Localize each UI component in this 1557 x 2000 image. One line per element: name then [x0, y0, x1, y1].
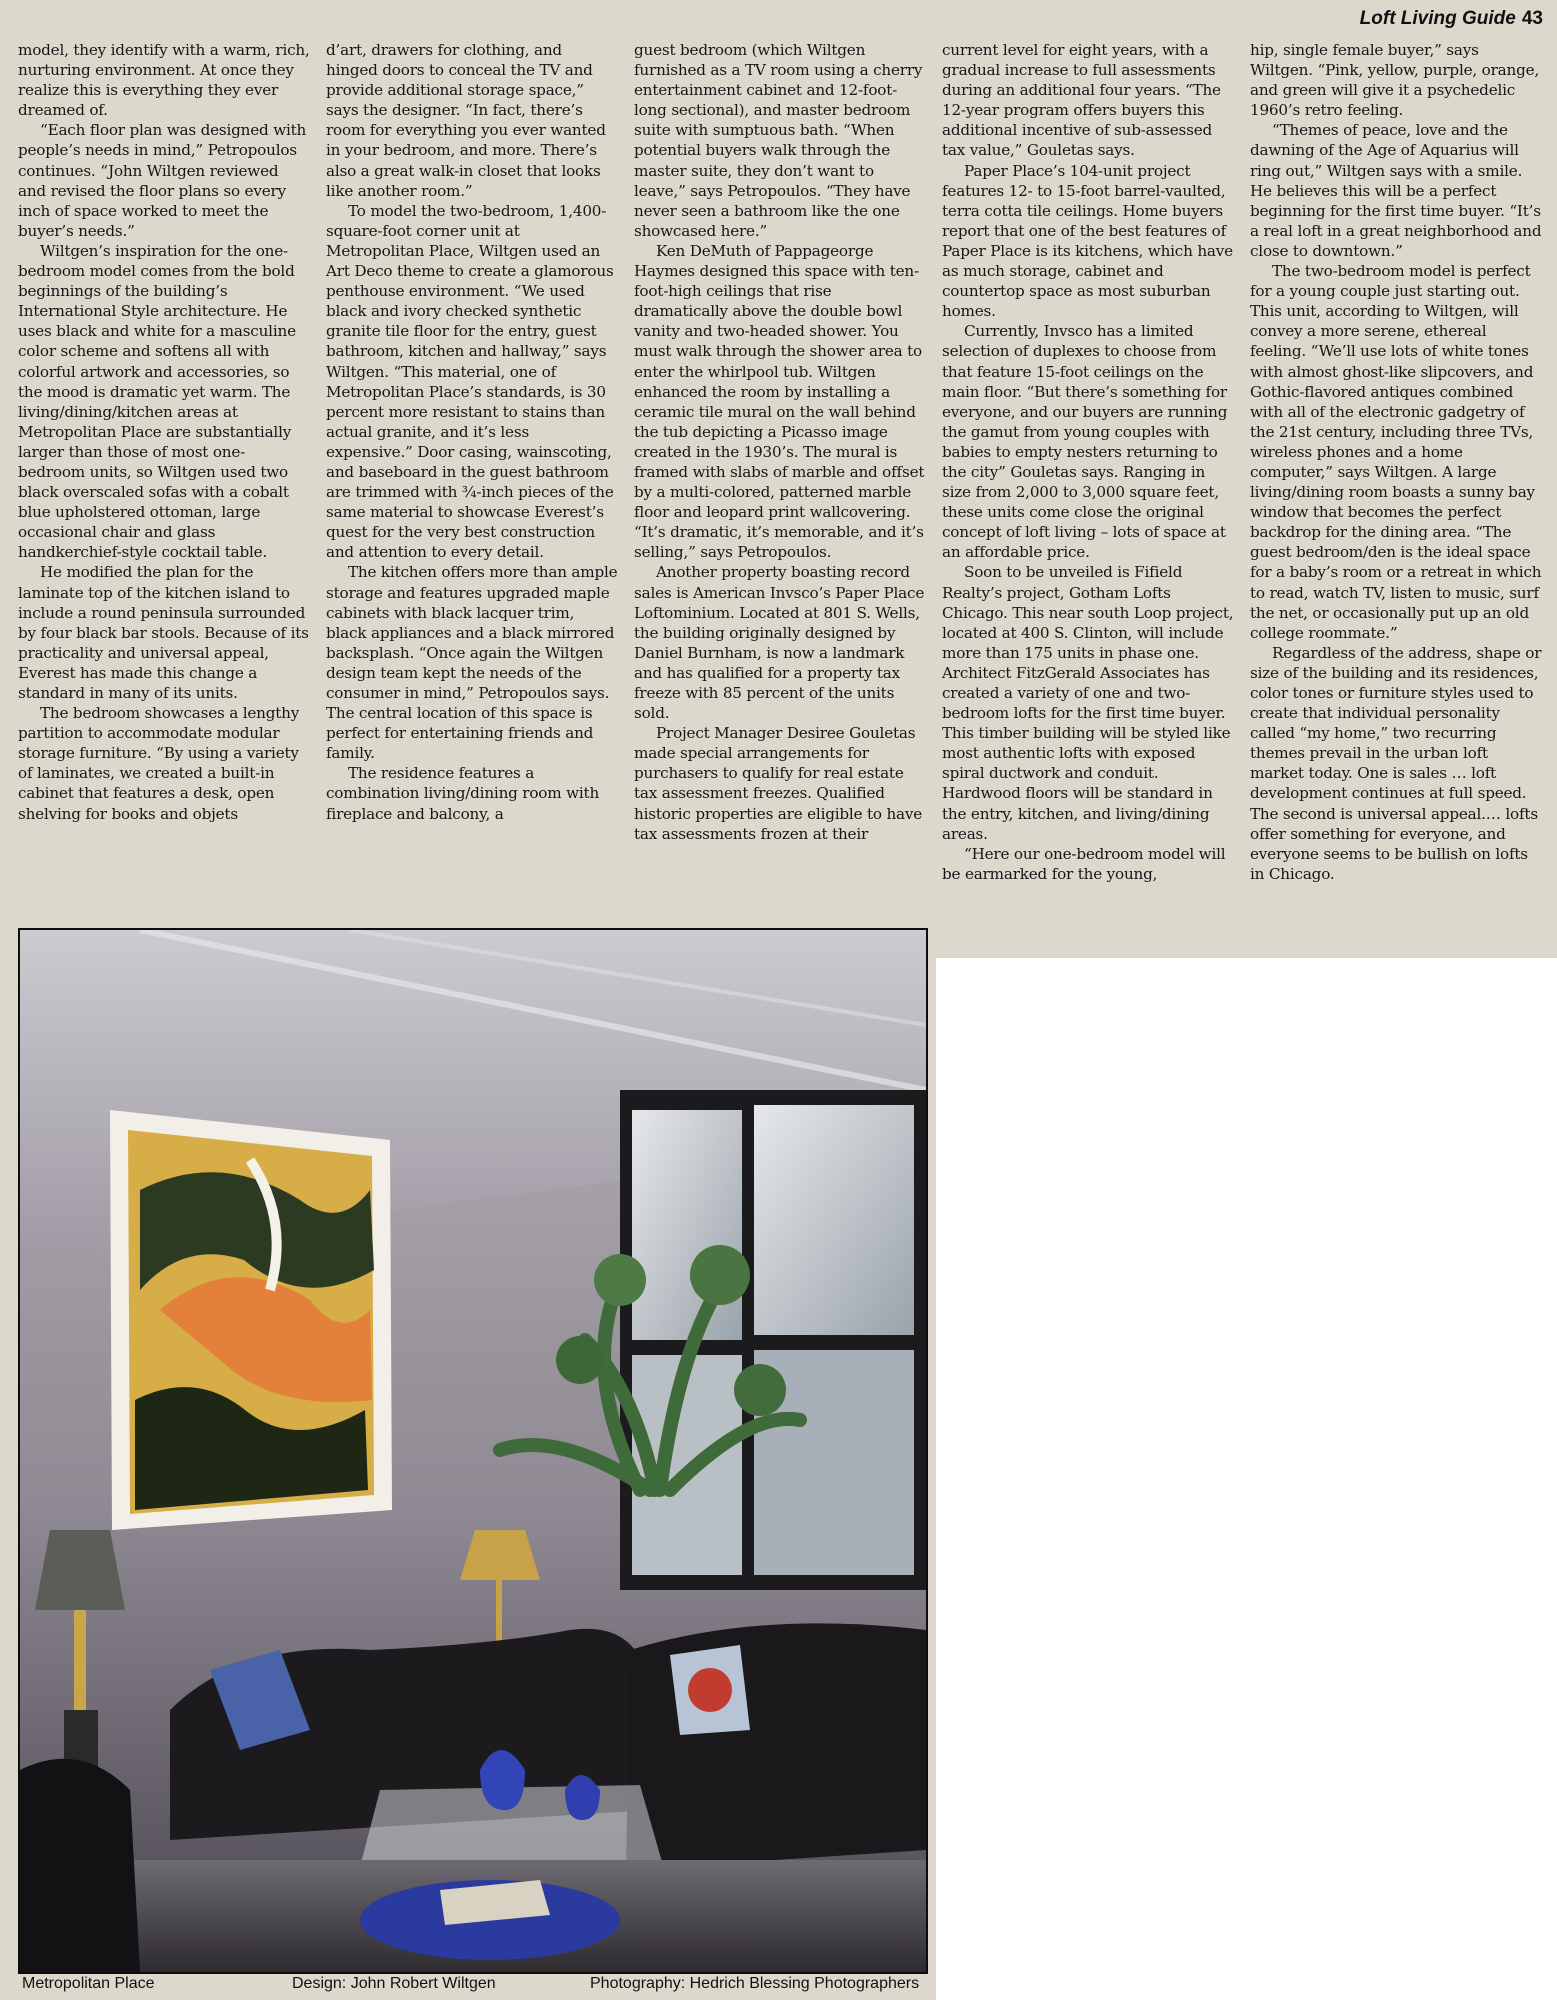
page-header: [1360, 8, 1543, 30]
paragraph: Currently, Invsco has a limited selection of duplexes to choose from that feature 15-foot ceilings on the main floor. “But there’s something for everyone, and our buyers are running the gamut from young couples with babies to empty nesters returning to the city” Gouletas says. Ranging in size from 2,000 to 3,000 square feet, these units come close the original concept of loft living – lots of space at an affordable price.: [942, 322, 1228, 562]
paragraph: Ken DeMuth of Pappageorge Haymes designed this space with ten-foot-high ceilings that rise dramatically above the double bowl vanity and two-headed shower. You must walk through the shower area to enter the whirlpool tub. Wiltgen enhanced the room by installing a ceramic tile mural on the wall behind the tub depicting a Picasso image created in the 1930’s. The mural is framed with slabs of marble and offset by a multi-colored, patterned marble floor and leopard print wallcovering. “It’s dramatic, it’s memorable, and it’s selling,” says Petropoulos.: [634, 241, 925, 562]
paragraph: Project Manager Desiree Gouletas made special arrangements for purchasers to qualify for real estate tax assessment freezes. Qualified historic properties are eligible to have tax assessments frozen at their: [634, 724, 923, 843]
paragraph: The bedroom showcases a lengthy partition to accommodate modular storage furniture. “By using a variety of laminates, we created a built-in cabinet that features a desk, open shelving for books and objets: [18, 704, 300, 823]
paragraph: Regardless of the address, shape or size of the building and its residences, color tones or furniture styles used to create that individual personality called “my home,” two recurring themes prevail in the urban loft market today. One is sales … loft development continues at full speed. The second is universal appeal.… lofts offer something for everyone, and everyone seems to be bullish on lofts in Chicago.: [1250, 643, 1542, 883]
paragraph: The two-bedroom model is perfect for a young couple just starting out. This unit, according to Wiltgen, will convey a more serene, ethereal feeling. “We’ll use lots of white tones with almost ghost-like slipcovers, and Gothic-flavored antiques combined with all of the electronic gadgetry of the 21st century, including three TVs, wireless phones and a home computer,” says Wiltgen. A large living/dining room boasts a sunny bay window that becomes the perfect backdrop for the dining area. “The guest bedroom/den is the ideal space for a baby’s room or a retreat in which to read, watch TV, listen to music, surf the net, or occasionally put up an old college roommate.”: [1250, 262, 1542, 642]
article-column-4: [942, 40, 1234, 884]
paragraph: “Each floor plan was designed with people’s needs in mind,” Petropoulos continues. “John Wiltgen reviewed and revised the floor plans so every inch of space worked to meet the buyer’s needs.”: [18, 121, 307, 240]
article-column-2: [326, 40, 618, 824]
paragraph: Wiltgen’s inspiration for the one-bedroom model comes from the bold beginnings of the building’s International Style architecture. He uses black and white for a masculine color scheme and softens all with colorful artwork and accessories, so the mood is dramatic yet warm. The living/dining/kitchen areas at Metropolitan Place are substantially larger than those of most one-bedroom units, so Wiltgen used two black overscaled sofas with a cobalt blue upholstered ottoman, large occasional chair and glass handkerchief-style cocktail table.: [18, 241, 296, 562]
paragraph: The residence features a combination living/dining room with fireplace and balcony, a: [326, 764, 600, 823]
paragraph: “Themes of peace, love and the dawning of the Age of Aquarius will ring out,” Wiltgen says with a smile. He believes this will be a perfect beginning for the first time buyer. “It’s a real loft in a great neighborhood and close to downtown.”: [1250, 121, 1542, 260]
photo-caption-location: Metropolitan Place: [22, 1975, 155, 1992]
interior-photo: [18, 928, 928, 1974]
page-number: 43: [1521, 8, 1543, 29]
paragraph: model, they identify with a warm, rich, nurturing environment. At once they realize this is everything they ever dreamed of.: [18, 41, 310, 120]
paragraph: hip, single female buyer,” says Wiltgen. “Pink, yellow, purple, orange, and green will give it a psychedelic 1960’s retro feeling.: [1250, 41, 1540, 120]
paragraph: guest bedroom (which Wiltgen furnished as a TV room using a cherry entertainment cabinet and 12-foot-long sectional), and master bedroom suite with sumptuous bath. “When potential buyers walk through the master suite, they don’t want to leave,” says Petropoulos. “They have never seen a bathroom like the one showcased here.”: [634, 41, 923, 240]
paragraph: Another property boasting record sales is American Invsco’s Paper Place Loftominium. Located at 801 S. Wells, the building originally designed by Daniel Burnham, is now a landmark and has qualified for a property tax freeze with 85 percent of the units sold.: [634, 563, 925, 723]
article-column-1: [18, 40, 310, 824]
paragraph: Paper Place’s 104-unit project features 12- to 15-foot barrel-vaulted, terra cotta tile ceilings. Home buyers report that one of the best features of Paper Place is its kitchens, which have as much storage, cabinet and countertop space as most suburban homes.: [942, 161, 1233, 321]
photo-caption-design: Design: John Robert Wiltgen: [292, 1975, 496, 1992]
window-pane: [632, 1110, 742, 1340]
paragraph: d’art, drawers for clothing, and hinged doors to conceal the TV and provide additional storage space,” says the designer. “In fact, there’s room for everything you ever wanted in your bedroom, and more. There’s also a great walk-in closet that looks like another room.”: [326, 41, 606, 200]
paragraph: To model the two-bedroom, 1,400-square-foot corner unit at Metropolitan Place, Wiltgen used an Art Deco theme to create a glamorous penthouse environment. “We used black and ivory checked synthetic granite tile floor for the entry, guest bathroom, kitchen and hallway,” says Wiltgen. “This material, one of Metropolitan Place’s standards, is 30 percent more resistant to stains than actual granite, and it’s less expensive.” Door casing, wainscoting, and baseboard in the guest bathroom are trimmed with ¾-inch pieces of the same material to showcase Everest’s quest for the very best construction and attention to every detail.: [326, 201, 614, 562]
occasional-chair: [20, 1759, 140, 1972]
abstract-painting: [110, 1110, 392, 1530]
article-column-5: [1250, 40, 1546, 884]
paragraph: current level for eight years, with a gradual increase to full assessments during an additional four years. “The 12-year program offers buyers this additional incentive of sub-assessed tax value,” Gouletas says.: [942, 41, 1221, 160]
photo-caption-photography: Photography: Hedrich Blessing Photographers: [590, 1975, 920, 1992]
window-pane: [754, 1105, 914, 1335]
paragraph: “Here our one-bedroom model will be earmarked for the young,: [942, 844, 1226, 883]
living-room-photo-illustration: [20, 930, 926, 1972]
publication-title: Loft Living Guide: [1359, 8, 1516, 29]
paragraph: Soon to be unveiled is Fifield Realty’s project, Gotham Lofts Chicago. This near south Loop project, located at 400 S. Clinton, will include more than 175 units in phase one. Architect FitzGerald Associates has created a variety of one and two-bedroom lofts for the first time buyer. This timber building will be styled like most authentic lofts with exposed spiral ductwork and conduit. Hardwood floors will be standard in the entry, kitchen, and living/dining areas.: [942, 563, 1234, 843]
paragraph: The kitchen offers more than ample storage and features upgraded maple cabinets with black lacquer trim, black appliances and a black mirrored backsplash. “Once again the Wiltgen design team kept the needs of the consumer in mind,” Petropoulos says. The central location of this space is perfect for entertaining friends and family.: [326, 563, 618, 763]
article-column-3: [634, 40, 926, 844]
paragraph: He modified the plan for the laminate top of the kitchen island to include a round peninsula surrounded by four black bar stools. Because of its practicality and universal appeal, Everest has made this change a standard in many of its units.: [18, 563, 309, 702]
